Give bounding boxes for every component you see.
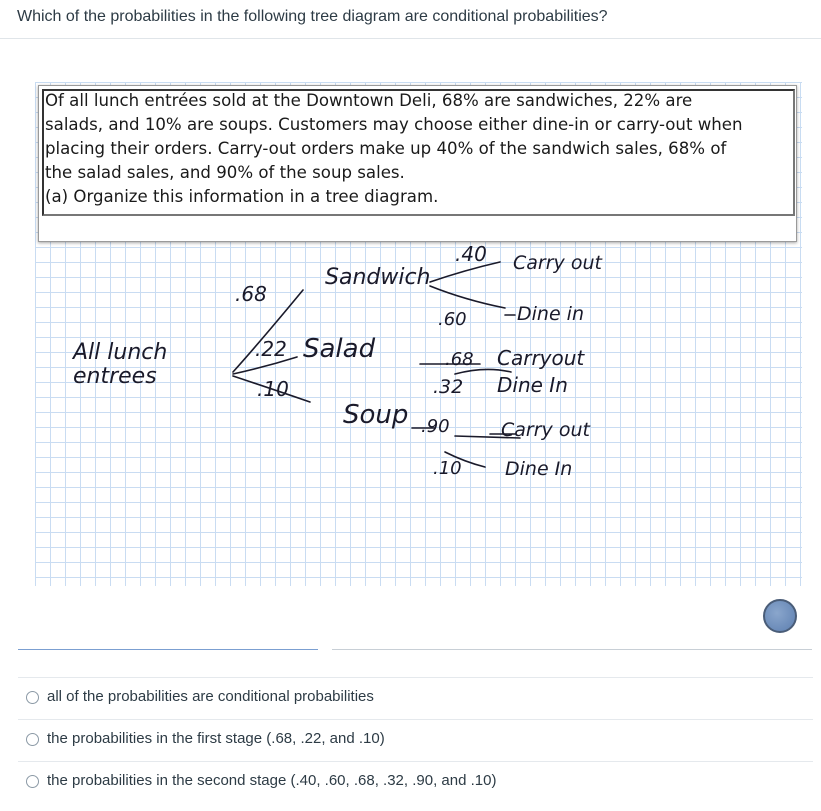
label-salad: Salad xyxy=(303,334,376,364)
problem-line-1: Of all lunch entrées sold at the Downtown Deli, 68% are sandwiches, 22% are xyxy=(45,91,693,110)
answer-option-all[interactable] xyxy=(18,677,813,719)
prob-salad-dinein: .32 xyxy=(433,376,464,398)
radio-button[interactable] xyxy=(26,691,39,704)
answer-option-label: the probabilities in the first stage (.68, .22, and .10) xyxy=(47,730,385,747)
answer-option-first-stage[interactable] xyxy=(18,719,813,761)
label-sandwich-dinein: Dine in xyxy=(517,303,585,325)
answer-option-label: the probabilities in the second stage (.40, .60, .68, .32, .90, and .10) xyxy=(47,772,497,789)
tree-root-line2: entrees xyxy=(73,364,157,389)
problem-line-3: placing their orders. Carry-out orders make up 40% of the sandwich sales, 68% of xyxy=(45,139,727,158)
tree-branches xyxy=(35,82,802,586)
divider-right xyxy=(332,649,812,650)
prob-sandwich-dinein: .60 xyxy=(438,309,467,330)
record-indicator-icon xyxy=(763,599,797,633)
tree-diagram-image xyxy=(35,82,802,586)
label-salad-dinein: Dine In xyxy=(497,373,568,397)
radio-button[interactable] xyxy=(26,775,39,788)
label-sandwich: Sandwich xyxy=(325,265,431,290)
radio-button[interactable] xyxy=(26,733,39,746)
prob-sandwich: .68 xyxy=(235,282,267,306)
problem-line-2: salads, and 10% are soups. Customers may choose either dine-in or carry-out when xyxy=(45,115,743,134)
prob-sandwich-carryout: .40 xyxy=(455,242,487,266)
prob-soup-carryout: .90 xyxy=(421,416,450,437)
prob-soup: .10 xyxy=(257,377,289,401)
problem-line-4: the salad sales, and 90% of the soup sales. xyxy=(45,163,405,182)
label-soup: Soup xyxy=(343,400,409,430)
prob-salad-carryout: .68 xyxy=(445,349,474,370)
label-sandwich-carryout: Carry out xyxy=(513,252,602,274)
prob-salad: .22 xyxy=(255,337,287,361)
divider-left xyxy=(18,649,318,650)
tree-root-line1: All lunch xyxy=(73,340,168,365)
label-salad-carryout: Carryout xyxy=(497,346,585,370)
prob-soup-dinein: .10 xyxy=(433,458,462,479)
label-soup-dinein: Dine In xyxy=(505,458,573,480)
question-text: Which of the probabilities in the following tree diagram are conditional probabilities? xyxy=(17,8,608,25)
problem-line-5: (a) Organize this information in a tree diagram. xyxy=(45,187,439,206)
answer-option-second-stage[interactable] xyxy=(18,761,813,803)
answer-option-label: all of the probabilities are conditional probabilities xyxy=(47,688,374,705)
header-divider xyxy=(0,38,821,39)
label-soup-carryout: Carry out xyxy=(501,419,590,441)
